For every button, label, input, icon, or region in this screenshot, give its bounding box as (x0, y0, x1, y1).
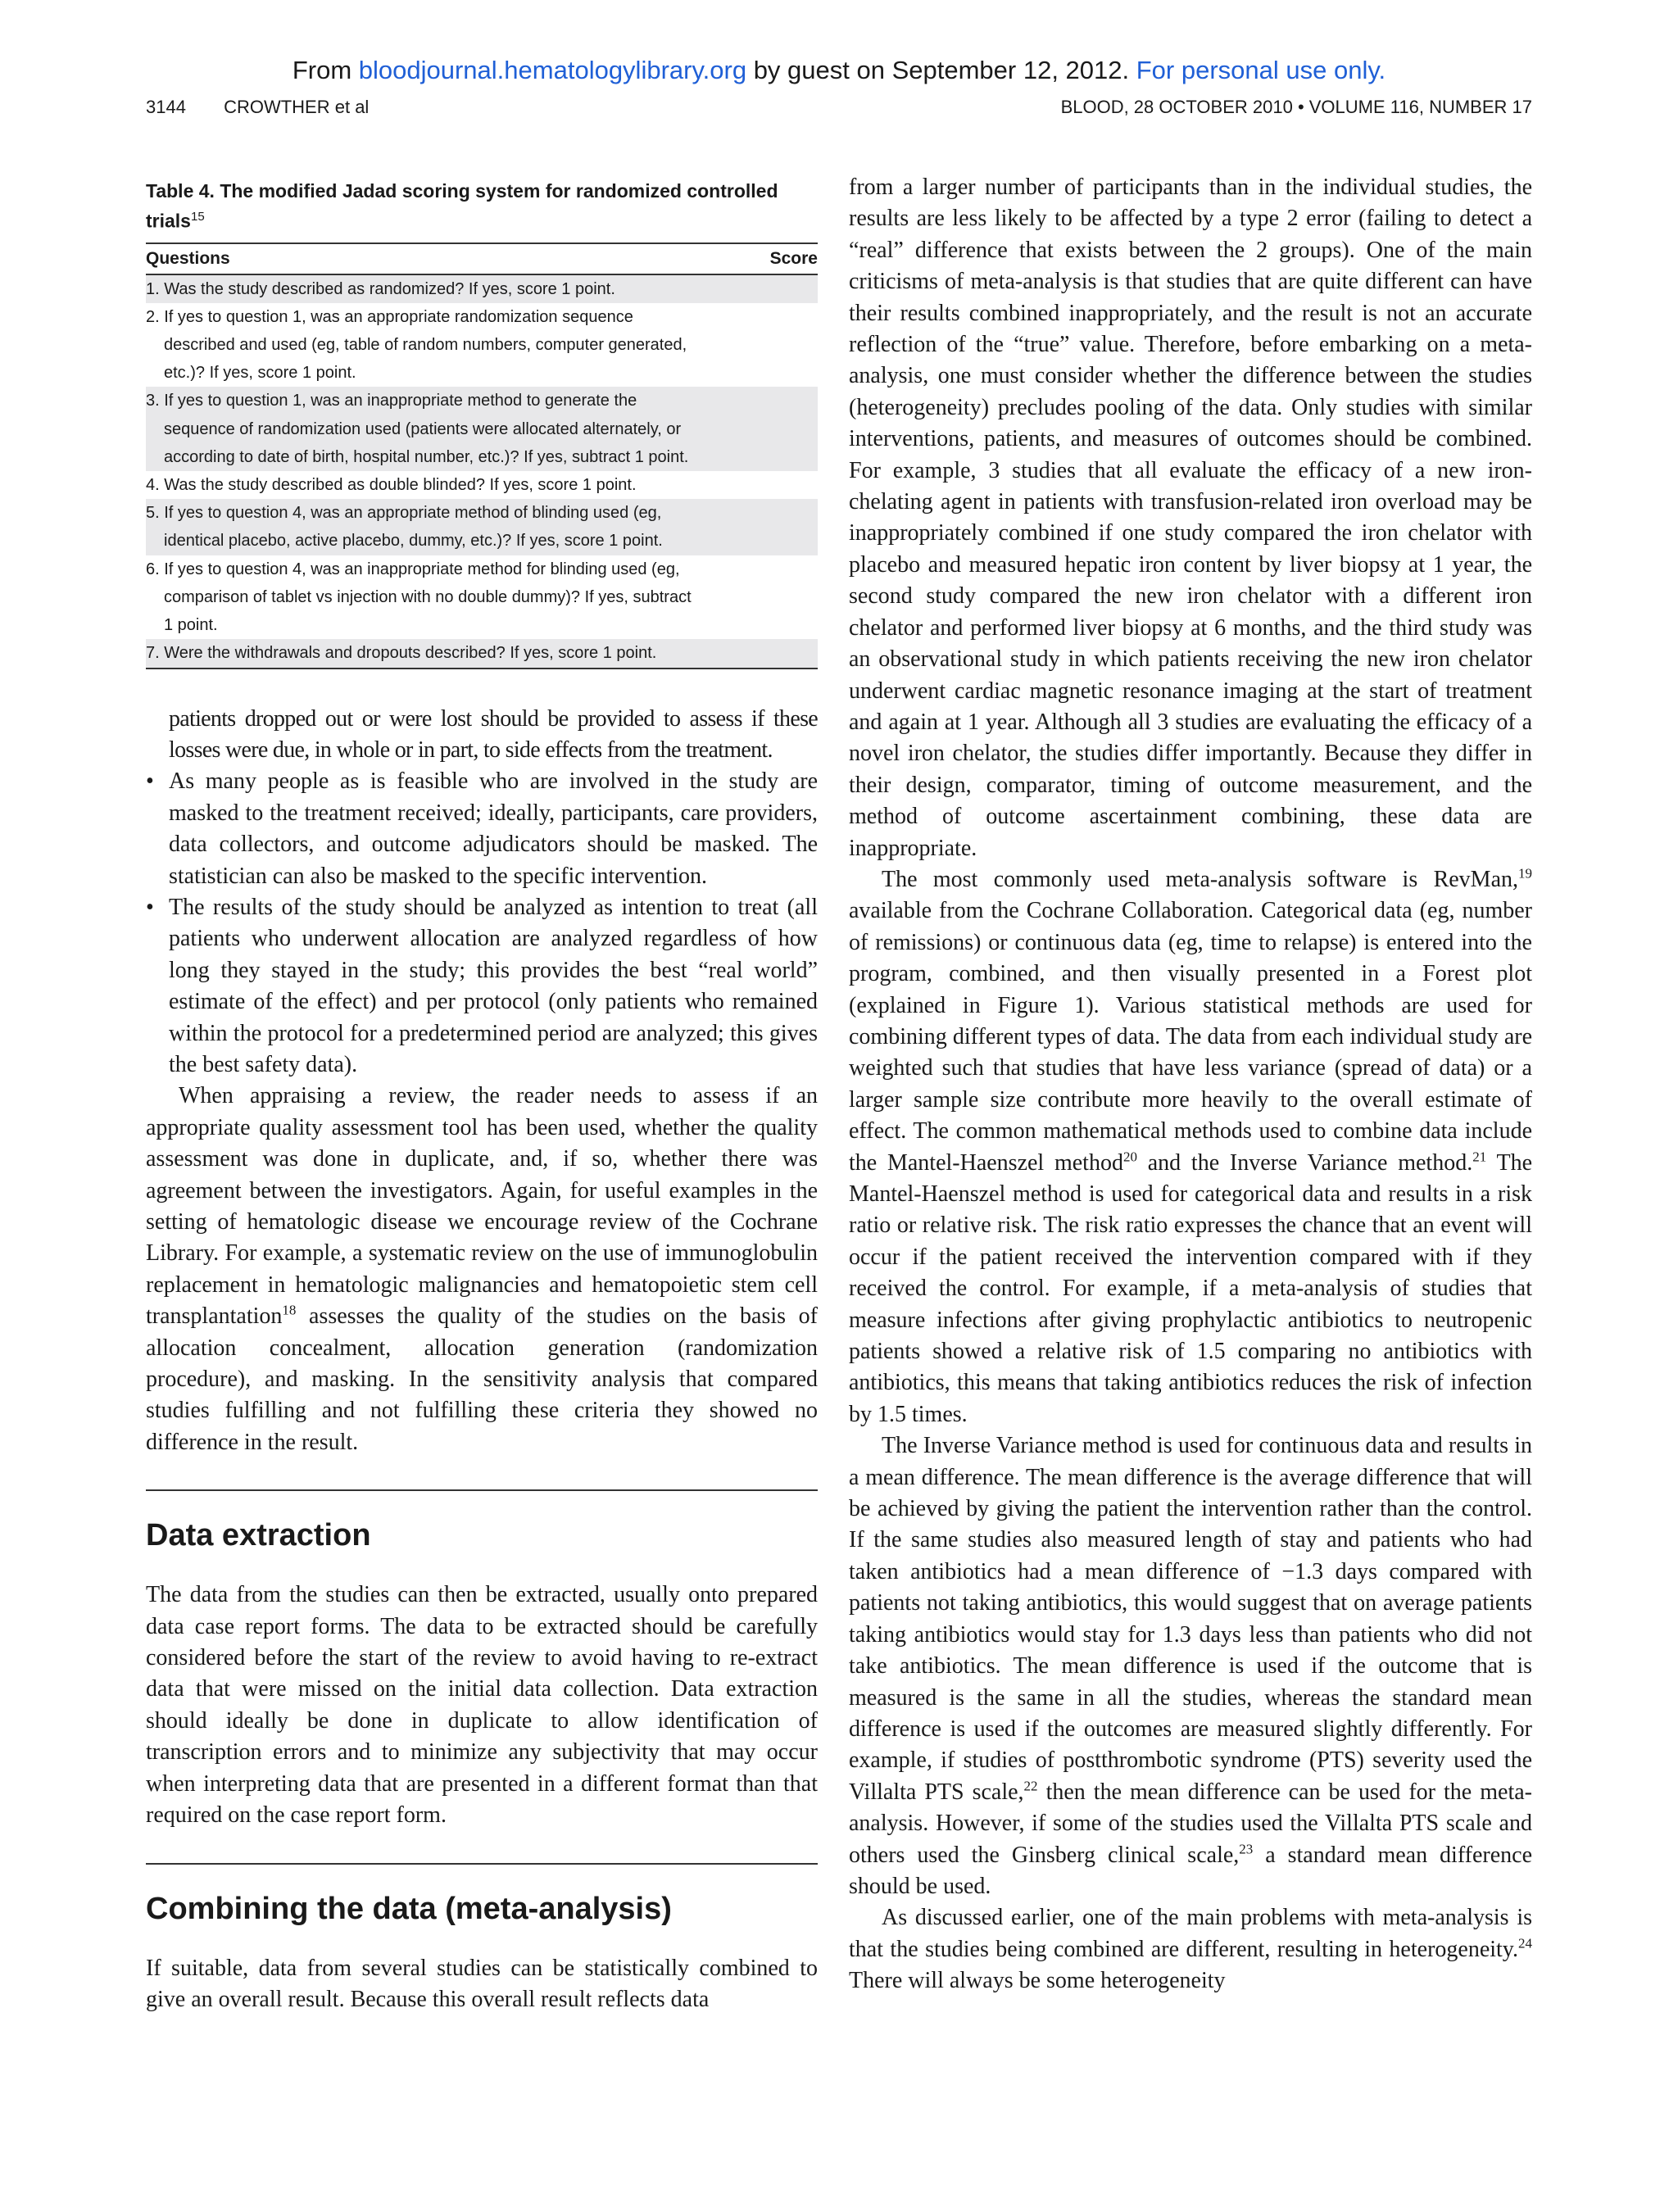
table-header-row (146, 243, 818, 274)
table-row (146, 639, 818, 668)
list-item (146, 892, 818, 1081)
banner-site-link[interactable]: bloodjournal.hematologylibrary.org (358, 56, 747, 84)
table-cell: 6. If yes to question 4, was an inappropriate method for blinding used (eg, comparison of tablet vs injection with no double dummy)? If yes, subtract 1 point. (146, 560, 692, 635)
reference-number: 18 (282, 1302, 297, 1318)
table-row (146, 555, 818, 640)
reference-number: 19 (1518, 865, 1532, 882)
table-row (146, 303, 818, 388)
journal-citation: BLOOD, 28 OCTOBER 2010 • VOLUME 116, NUMBER 17 (1060, 97, 1532, 117)
authors: CROWTHER et al (224, 97, 370, 117)
continued-bullet-text: patients dropped out or were lost should be provided to assess if these losses were due, in whole or in part, to side effects from the treatment. (169, 705, 818, 763)
paragraph-text: a standard mean difference should be used. (849, 1842, 1533, 1899)
table-cell: 2. If yes to question 1, was an appropriate randomization sequence described and used (eg, table of random numbers, computer generated, etc.)? If yes, score 1 point. (146, 307, 687, 383)
reference-number: 22 (1023, 1778, 1038, 1794)
table-cell: 7. Were the withdrawals and dropouts described? If yes, score 1 point. (146, 639, 818, 668)
banner-middle: by guest on September 12, 2012. (746, 56, 1136, 84)
paragraph-text: then the mean difference can be used for the meta-analysis. However, if some of the studies used the Villalta PTS scale and others used the Ginsberg clinical scale, (849, 1779, 1532, 1868)
paragraph: If suitable, data from several studies can be statistically combined to give an overall result. Because this overall result reflects data (146, 1955, 818, 2012)
left-column (146, 172, 818, 2015)
col-score: Score (574, 243, 818, 274)
reference-number: 20 (1122, 1149, 1137, 1165)
section-divider (146, 1863, 818, 1865)
reference-number: 23 (1239, 1841, 1254, 1857)
paragraph-text: and the Inverse Variance method. (1136, 1149, 1473, 1176)
reference-number: 21 (1472, 1149, 1487, 1165)
paragraph-text: As discussed earlier, one of the main problems with meta-analysis is that the studies being combined are different, resulting in heterogeneity. (849, 1905, 1532, 1962)
paragraph (849, 864, 1532, 1430)
bullet-icon: • (146, 768, 154, 795)
table-caption (146, 179, 818, 234)
table-row (146, 499, 818, 555)
paragraph (146, 1081, 818, 1458)
banner-personal-use-link[interactable]: For personal use only. (1136, 56, 1386, 84)
list-item (146, 766, 818, 892)
running-head (146, 97, 1532, 121)
paragraph-text: The Mantel-Haenszel method is used for categorical data and results in a risk ratio or relative risk. The risk ratio expresses the chance that an event will occur if the patient received the intervention compared with if they received the control. For example, if a meta-analysis of studies that measure infections after giving prophylactic antibiotics to neutropenic patients showed a relative risk of 1.5 comparing no antibiotics with antibiotics, this means that taking antibiotics reduces the risk of infection by 1.5 times. (849, 1149, 1533, 1427)
bullet-list (146, 766, 818, 1081)
section-divider (146, 1489, 818, 1491)
page-number: 3144 (146, 97, 186, 117)
paragraph-text: The most commonly used meta-analysis software is RevMan, (882, 866, 1518, 892)
bullet-icon: • (146, 894, 154, 920)
section-heading-data-extraction: Data extraction (146, 1518, 371, 1553)
table-caption-ref: 15 (190, 210, 205, 224)
table-row (146, 274, 818, 303)
table-row (146, 387, 818, 471)
col-questions: Questions (146, 243, 574, 274)
banner-prefix: From (292, 56, 359, 84)
paragraph-text: The Inverse Variance method is used for continuous data and results in a mean difference. The mean difference is the average difference that will be achieved by giving the patient the intervention rather than the control. If the same studies also measured length of stay and patients who had taken antibiotics had a mean difference of −1.3 days compared with patients not taking antibiotics, this would suggest that on average patients taking antibiotics would stay for 1.3 days less than patients who did not take antibiotics. The mean difference is used if the outcome that is measured is the same in all the studies, whereas the standard mean difference is used if the outcomes are measured slightly differently. For example, if studies of postthrombotic syndrome (PTS) severity used the Villalta PTS scale, (849, 1433, 1532, 1805)
bullet-text: As many people as is feasible who are involved in the study are masked to the treatment received; ideally, participants, care providers, data collectors, and outcome adjudicators should be masked. The statistician can also be masked to the specific intervention. (169, 768, 818, 889)
source-banner (0, 56, 1678, 85)
paragraph (849, 1430, 1532, 1902)
jadad-table (146, 243, 818, 669)
paragraph: from a larger number of participants than in the individual studies, the results are less likely to be affected by a type 2 error (failing to detect a “real” difference that exists between the 2 groups). One of the main criticisms of meta-analysis is that studies that are quite different can have their results combined inappropriately, and the result is not an accurate reflection of the “true” value. Therefore, before embarking on a meta-analysis, one must consider whether the difference between the studies (heterogeneity) precludes pooling of the data. Only studies with similar interventions, patients, and measures of outcomes should be combined. For example, 3 studies that all evaluate the efficacy of a new iron-chelating agent in patients with transfusion-related iron overload may be inappropriately combined if one study compared the iron chelator with placebo and measured hepatic iron content by liver biopsy at 1 year, the second study compared the new iron chelator with a different iron chelator and performed liver biopsy at 6 months, and the third study was an observational study in which patients receiving the new iron chelator underwent cardiac magnetic resonance imaging at the start of treatment and again at 1 year. Although all 3 studies are evaluating the efficacy of a novel iron chelator, the studies differ importantly. Because they differ in their design, comparator, timing of outcome measurement, and the method of outcome ascertainment combining, these data are inappropriate. (849, 175, 1532, 861)
table-row (146, 471, 818, 499)
reference-number: 24 (1518, 1935, 1532, 1951)
table-cell: 4. Was the study described as double blinded? If yes, score 1 point. (146, 476, 637, 495)
table-cell: 5. If yes to question 4, was an appropriate method of blinding used (eg, identical placebo, active placebo, dummy, etc.)? If yes, score 1 point. (146, 499, 818, 555)
left-body (146, 704, 818, 2016)
bullet-text: The results of the study should be analyzed as intention to treat (all patients who underwent allocation are analyzed regardless of how long they stayed in the study; this provides the best “real world” estimate of the effect) and per protocol (only patients who remained within the protocol for a predetermined period are analyzed; this gives the best safety data). (169, 894, 818, 1077)
paragraph-text: There will always be some heterogeneity (849, 1968, 1226, 1994)
paragraph-text: assesses the quality of the studies on the basis of allocation concealment, allocation generation (randomization procedure), and masking. In the sensitivity analysis that compared studies fulfilling and not fulfilling these criteria they showed no difference in the result. (146, 1303, 818, 1455)
paragraph (849, 1902, 1532, 1997)
table-cell: 3. If yes to question 1, was an inappropriate method to generate the sequence of randomization used (patients were allocated alternately, or according to date of birth, hospital number, etc.)? If yes, subtract 1 point. (146, 387, 818, 471)
paragraph: The data from the studies can then be extracted, usually onto prepared data case report forms. The data to be extracted should be carefully considered before the start of the review to avoid having to re-extract data that were missed on the initial data collection. Data extraction should ideally be done in duplicate to allow identification of transcription errors and to minimize any subjectivity that may occur when interpreting data that are presented in a different format than that required on the case report form. (146, 1582, 818, 1829)
table-caption-text: Table 4. The modified Jadad scoring system for randomized controlled trials (146, 180, 778, 232)
table-cell: 1. Was the study described as randomized? If yes, score 1 point. (146, 274, 818, 303)
section-heading-combining: Combining the data (meta-analysis) (146, 1891, 672, 1926)
right-column (849, 172, 1532, 1997)
paragraph-text: available from the Cochrane Collaboration. Categorical data (eg, number of remissions) or continuous data (eg, time to relapse) is entered into the program, combined, and then visually presented in a Forest plot (explained in Figure 1). Various statistical methods are used for combining different types of data. The data from each individual study are weighted such that studies that have less variance (spread of data) or a larger sample size contribute more heavily to the overall estimate of effect. The common mathematical methods used to combine data include the Mantel-Haenszel method (849, 898, 1532, 1176)
paragraph-text: When appraising a review, the reader needs to assess if an appropriate quality assessment tool has been used, whether the quality assessment was done in duplicate, and, if so, whether there was agreement between the investigators. Again, for useful examples in the setting of hematologic disease we encourage review of the Cochrane Library. For example, a systematic review on the use of immunoglobulin replacement in hematologic malignancies and hematopoietic stem cell transplantation (146, 1083, 818, 1330)
